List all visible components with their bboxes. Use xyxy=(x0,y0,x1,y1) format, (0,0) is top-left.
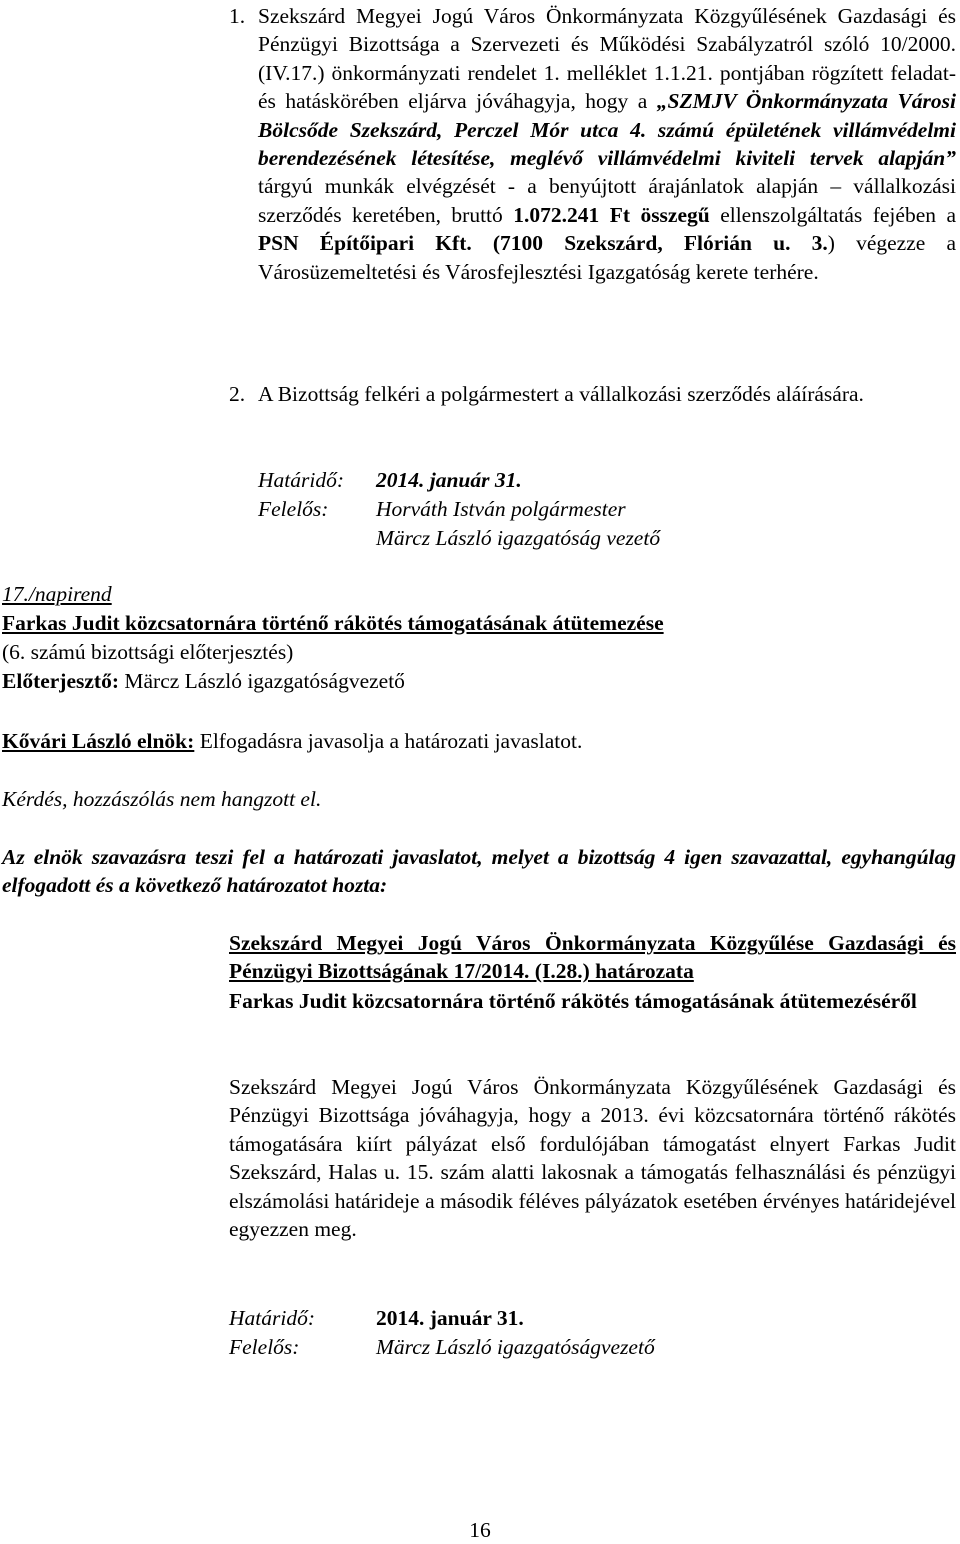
chair-line xyxy=(2,727,956,755)
item-text-part: ellenszolgáltatás fejében a xyxy=(709,202,956,227)
amount: 1.072.241 Ft összegű xyxy=(513,202,710,227)
agenda-title xyxy=(2,609,956,637)
project-title: „SZMJV Önkormányzata Városi Bölcsőde Szekszárd, Perczel Mór utca 4. számú épületének villámvédelmi berendezésének létesítése, meglévő villámvédelmi kiviteli tervek alapján” xyxy=(258,89,956,171)
responsible-label: Felelős: xyxy=(258,497,329,521)
item-number: 2. xyxy=(229,382,246,406)
presenter-line xyxy=(2,667,956,695)
vote-statement: Az elnök szavazásra teszi fel a határozati javaslatot, melyet a bizottság 4 igen szavazattal, egyhangúlag elfogadott és a következő határozatot hozta: xyxy=(2,845,956,898)
resolution-subject: Farkas Judit közcsatornára történő rákötés támogatásának átütemezéséről xyxy=(229,989,917,1013)
deadline-label: Határidő: xyxy=(229,1306,315,1330)
responsible-value: Märcz László igazgatóság vezető xyxy=(376,526,661,550)
responsible-value: Märcz László igazgatóságvezető xyxy=(376,1335,655,1359)
resolution-body: Szekszárd Megyei Jogú Város Önkormányzata Közgyűlésének Gazdasági és Pénzügyi Bizottsága jóváhagyja, hogy a 2013. évi közcsatornára történő rákötés támogatására kiírt pályázat első fordulójában támogatást elnyert Farkas Judit Szekszárd, Halas u. 15. szám alatti lakosnak a támogatás felhasználási és pénzügyi elszámolási határideje a második féléves pályázatok esetében érvényes határidejével egyezzen meg. xyxy=(229,1075,956,1242)
resolution-heading xyxy=(229,929,956,986)
item-text-part: ) végezze a Városüzemeltetési és Városfejlesztési Igazgatóság kerete terhére. xyxy=(258,231,956,284)
responsible-label: Felelős: xyxy=(229,1335,300,1359)
agenda-number xyxy=(2,580,956,608)
item-text: A Bizottság felkéri a polgármestert a vállalkozási szerződés aláírására. xyxy=(258,382,864,406)
agenda-number-text: 17./napirend xyxy=(2,582,112,606)
deadline-value: 2014. január 31. xyxy=(376,468,522,492)
item-text xyxy=(258,2,956,286)
resolution-heading-text: Szekszárd Megyei Jogú Város Önkormányzata Közgyűlése Gazdasági és Pénzügyi Bizottságának 17/2014. (I.28.) határozata xyxy=(229,931,956,984)
chair-label: Kővári László elnök: xyxy=(2,729,195,753)
deadline-value: 2014. január 31. xyxy=(376,1306,524,1330)
contractor: PSN Építőipari Kft. (7100 Szekszárd, Flórián u. 3. xyxy=(258,231,828,256)
chair-text: Elfogadásra javasolja a határozati javaslatot. xyxy=(194,729,583,753)
responsible-value: Horváth István polgármester xyxy=(376,497,626,521)
no-questions: Kérdés, hozzászólás nem hangzott el. xyxy=(2,787,322,811)
agenda-title-text: Farkas Judit közcsatornára történő rákötés támogatásának átütemezése xyxy=(2,611,664,635)
presenter-name: Märcz László igazgatóságvezető xyxy=(119,669,405,693)
page-number: 16 xyxy=(469,1518,491,1542)
deadline-label: Határidő: xyxy=(258,468,344,492)
item-text-part: Szekszárd Megyei Jogú Város Önkormányzata Közgyűlésének Gazdasági és Pénzügyi Bizottsága a Szervezeti és Működési Szabályzatról szóló 10/2000. (IV.17.) önkormányzati rendelet 1. melléklet 1.1.21. pontjában rögzített feladat- és hatáskörében eljárva jóváhagyja, hogy a xyxy=(258,4,956,114)
item-text-part: tárgyú munkák elvégzését - a benyújtott árajánlatok alapján – vállalkozási szerződés keretében, bruttó xyxy=(258,174,956,227)
proposal-reference: (6. számú bizottsági előterjesztés) xyxy=(2,640,294,664)
item-number: 1. xyxy=(229,4,246,28)
presenter-label: Előterjesztő: xyxy=(2,669,119,693)
